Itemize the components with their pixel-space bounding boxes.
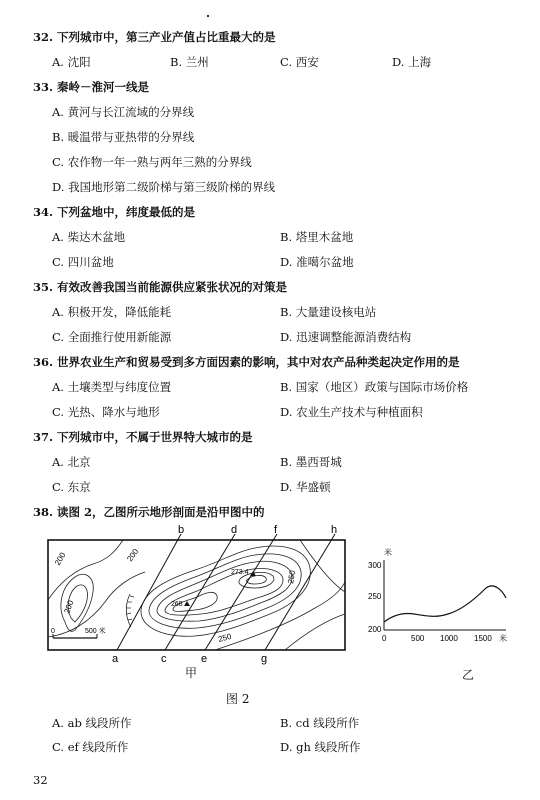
- map-label-g: g: [261, 653, 268, 665]
- profile-caption-yi: 乙: [462, 668, 475, 682]
- q34-option-d[interactable]: D. 准噶尔盆地: [280, 255, 354, 269]
- q32-option-c[interactable]: C. 西安: [280, 55, 319, 69]
- map-label-f: f: [274, 524, 278, 536]
- scale-zero: 0: [51, 628, 55, 635]
- q35-option-c[interactable]: C. 全面推行使用新能源: [52, 330, 172, 344]
- q34-option-c[interactable]: C. 四川盆地: [52, 255, 114, 269]
- q38-option-d[interactable]: D. gh 线段所作: [280, 740, 361, 754]
- profile-y-tick: 200: [368, 625, 382, 634]
- question-37-stem: 37. 下列城市中，不属于世界特大城市的是: [33, 430, 253, 444]
- contour-label: 200: [52, 550, 68, 567]
- scale-label: 500 米: [85, 628, 106, 635]
- profile-x-tick: 0: [382, 634, 387, 643]
- question-36-stem: 36. 世界农业生产和贸易受到多方面因素的影响，其中对农产品种类起决定作用的是: [33, 355, 460, 369]
- profile-y-tick: 250: [368, 592, 382, 601]
- profile-x-tick: 1000: [440, 634, 458, 643]
- page-number: 32: [33, 773, 48, 787]
- q34-option-a[interactable]: A. 柴达木盆地: [52, 230, 126, 244]
- q35-option-d[interactable]: D. 迅速调整能源消费结构: [280, 330, 412, 344]
- profile-x-tick: 1500: [474, 634, 492, 643]
- q36-option-a[interactable]: A. 土壤类型与纬度位置: [52, 380, 172, 394]
- question-34-stem: 34. 下列盆地中，纬度最低的是: [33, 205, 196, 219]
- map-label-e: e: [201, 653, 208, 665]
- profile-y-tick: 300: [368, 561, 382, 570]
- question-33-stem: 33. 秦岭－淮河一线是: [33, 80, 150, 94]
- q37-option-a[interactable]: A. 北京: [52, 455, 91, 469]
- contour-label: 200: [125, 547, 141, 564]
- figure-caption: 图 2: [226, 692, 250, 706]
- map-label-c: c: [161, 653, 167, 665]
- q38-option-b[interactable]: B. cd 线段所作: [280, 716, 360, 730]
- map-caption-jia: 甲: [185, 666, 198, 680]
- q34-option-b[interactable]: B. 塔里木盆地: [280, 230, 354, 244]
- peak-elevation-label: 273.4: [231, 569, 249, 576]
- question-38-stem: 38. 读图 2，乙图所示地形剖面是沿甲图中的: [33, 505, 265, 519]
- contour-label: 200: [62, 599, 76, 615]
- map-label-h: h: [331, 524, 338, 536]
- q32-option-d[interactable]: D. 上海: [392, 55, 432, 69]
- profile-x-tick: 500: [411, 634, 425, 643]
- profile-y-unit: 米: [384, 548, 392, 557]
- q32-option-b[interactable]: B. 兰州: [170, 55, 209, 69]
- q33-option-c[interactable]: C. 农作物一年一熟与两年三熟的分界线: [52, 155, 252, 169]
- speck: [207, 15, 209, 17]
- q37-option-d[interactable]: D. 华盛顿: [280, 480, 331, 494]
- question-32-stem: 32. 下列城市中，第三产业产值占比重最大的是: [33, 30, 276, 44]
- map-label-a: a: [112, 653, 119, 665]
- q36-option-b[interactable]: B. 国家（地区）政策与国际市场价格: [280, 380, 469, 394]
- contour-label: 250: [286, 569, 298, 585]
- q37-option-b[interactable]: B. 墨西哥城: [280, 455, 342, 469]
- map-label-b: b: [178, 524, 185, 536]
- q36-option-c[interactable]: C. 光热、降水与地形: [52, 405, 160, 419]
- q37-option-c[interactable]: C. 东京: [52, 480, 91, 494]
- q38-option-a[interactable]: A. ab 线段所作: [52, 716, 132, 730]
- map-label-d: d: [231, 524, 238, 536]
- q33-option-a[interactable]: A. 黄河与长江流域的分界线: [52, 105, 195, 119]
- q33-option-b[interactable]: B. 暖温带与亚热带的分界线: [52, 130, 195, 144]
- contour-label: 250: [217, 631, 233, 644]
- q38-option-c[interactable]: C. ef 线段所作: [52, 740, 129, 754]
- profile-chart: [368, 546, 528, 646]
- q33-option-d[interactable]: D. 我国地形第二级阶梯与第三级阶梯的界线: [52, 180, 276, 194]
- peak-elevation-label: 268: [171, 601, 183, 608]
- question-35-stem: 35. 有效改善我国当前能源供应紧张状况的对策是: [33, 280, 288, 294]
- contour-map: [45, 522, 350, 682]
- q35-option-b[interactable]: B. 大量建设核电站: [280, 305, 377, 319]
- profile-x-unit: 米: [499, 634, 507, 643]
- q35-option-a[interactable]: A. 积极开发，降低能耗: [52, 305, 172, 319]
- q32-option-a[interactable]: A. 沈阳: [52, 55, 91, 69]
- q36-option-d[interactable]: D. 农业生产技术与种植面积: [280, 405, 423, 419]
